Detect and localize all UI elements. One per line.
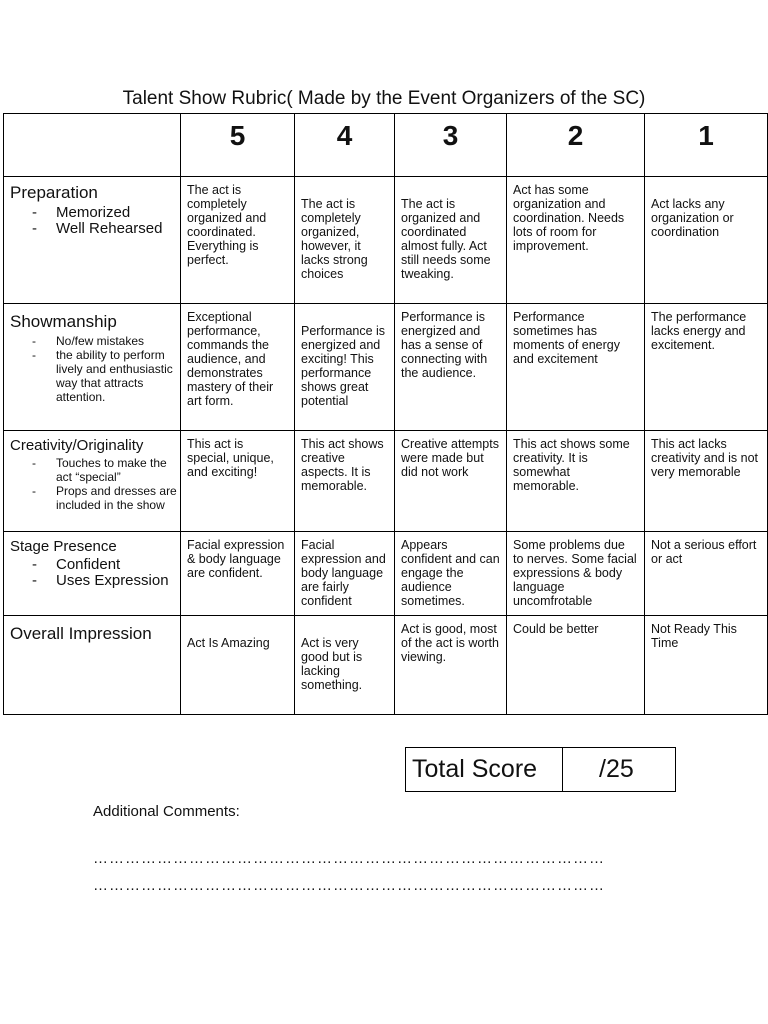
criterion-cell	[4, 304, 181, 431]
descriptor-cell: This act lacks creativity and is not very memorable	[645, 431, 768, 532]
criterion-subitem: - No/few mistakes	[32, 334, 180, 348]
rubric-title: Talent Show Rubric( Made by the Event Organizers of the SC)	[122, 88, 646, 109]
corner-cell	[4, 114, 181, 177]
score-header-1: 1	[645, 114, 768, 177]
criterion-row-stage-presence	[4, 532, 768, 616]
total-score-value[interactable]: /25	[599, 755, 634, 783]
descriptor-cell: Not a serious effort or act	[645, 532, 768, 616]
criterion-subitem: - the ability to perform lively and enthusiastic way that attracts attention.	[32, 348, 180, 404]
score-header-3: 3	[395, 114, 507, 177]
descriptor-cell: The act is completely organized and coordinated. Everything is perfect.	[181, 177, 295, 304]
score-header-row	[4, 114, 768, 177]
descriptor-cell: Performance is energized and has a sense of connecting with the audience.	[395, 304, 507, 431]
descriptor-cell: Facial expression & body language are confident.	[181, 532, 295, 616]
criterion-subitem: - Well Rehearsed	[32, 221, 180, 237]
descriptor-cell: Act has some organization and coordination. Needs lots of room for improvement.	[507, 177, 645, 304]
total-score-box	[405, 747, 676, 792]
criterion-cell	[4, 431, 181, 532]
descriptor-cell: Some problems due to nerves. Some facial expressions & body language uncomfrotable	[507, 532, 645, 616]
criterion-subitem: - Props and dresses are included in the show	[32, 484, 180, 512]
score-header-5: 5	[181, 114, 295, 177]
criterion-name: Creativity/Originality	[10, 437, 144, 454]
descriptor-cell: Not Ready This Time	[645, 616, 768, 715]
descriptor-cell: This act is special, unique, and exciting!	[181, 431, 295, 532]
rubric-table	[3, 113, 768, 715]
descriptor-cell: The performance lacks energy and excitement.	[645, 304, 768, 431]
criterion-row-showmanship	[4, 304, 768, 431]
criterion-row-creativity	[4, 431, 768, 532]
criterion-subitem: - Touches to make the act “special”	[32, 456, 180, 484]
criterion-row-preparation	[4, 177, 768, 304]
descriptor-cell: This act shows some creativity. It is somewhat memorable.	[507, 431, 645, 532]
criterion-cell	[4, 616, 181, 715]
criterion-name: Overall Impression	[10, 624, 152, 643]
criterion-name: Preparation	[10, 183, 98, 202]
descriptor-cell: Performance is energized and exciting! This performance shows great potential	[295, 304, 395, 431]
criterion-subitem: - Confident	[32, 557, 180, 573]
descriptor-cell: Act is good, most of the act is worth viewing.	[395, 616, 507, 715]
criterion-subitem: - Memorized	[32, 205, 180, 221]
descriptor-cell: Exceptional performance, commands the audience, and demonstrates mastery of their art form.	[181, 304, 295, 431]
descriptor-cell: The act is completely organized, however, it lacks strong choices	[295, 177, 395, 304]
criterion-cell	[4, 532, 181, 616]
total-score-label: Total Score	[406, 748, 563, 791]
additional-comments-label: Additional Comments:	[93, 803, 240, 820]
descriptor-cell: Could be better	[507, 616, 645, 715]
criterion-row-overall-impression	[4, 616, 768, 715]
descriptor-cell: Creative attempts were made but did not work	[395, 431, 507, 532]
criterion-subitem: - Uses Expression	[32, 573, 180, 589]
score-header-4: 4	[295, 114, 395, 177]
comment-line-1[interactable]: ……………………………………………………………………………………	[93, 850, 605, 867]
descriptor-cell: This act shows creative aspects. It is memorable.	[295, 431, 395, 532]
descriptor-cell: Performance sometimes has moments of energy and excitement	[507, 304, 645, 431]
descriptor-cell: Act lacks any organization or coordination	[645, 177, 768, 304]
descriptor-cell: Appears confident and can engage the audience sometimes.	[395, 532, 507, 616]
score-header-2: 2	[507, 114, 645, 177]
descriptor-cell: Act is very good but is lacking something.	[295, 616, 395, 715]
criterion-name: Showmanship	[10, 312, 117, 331]
criterion-cell	[4, 177, 181, 304]
criterion-name: Stage Presence	[10, 538, 117, 555]
comment-line-2[interactable]: ……………………………………………………………………………………	[93, 877, 605, 894]
descriptor-cell: The act is organized and coordinated almost fully. Act still needs some tweaking.	[395, 177, 507, 304]
descriptor-cell: Act Is Amazing	[181, 616, 295, 715]
descriptor-cell: Facial expression and body language are fairly confident	[295, 532, 395, 616]
